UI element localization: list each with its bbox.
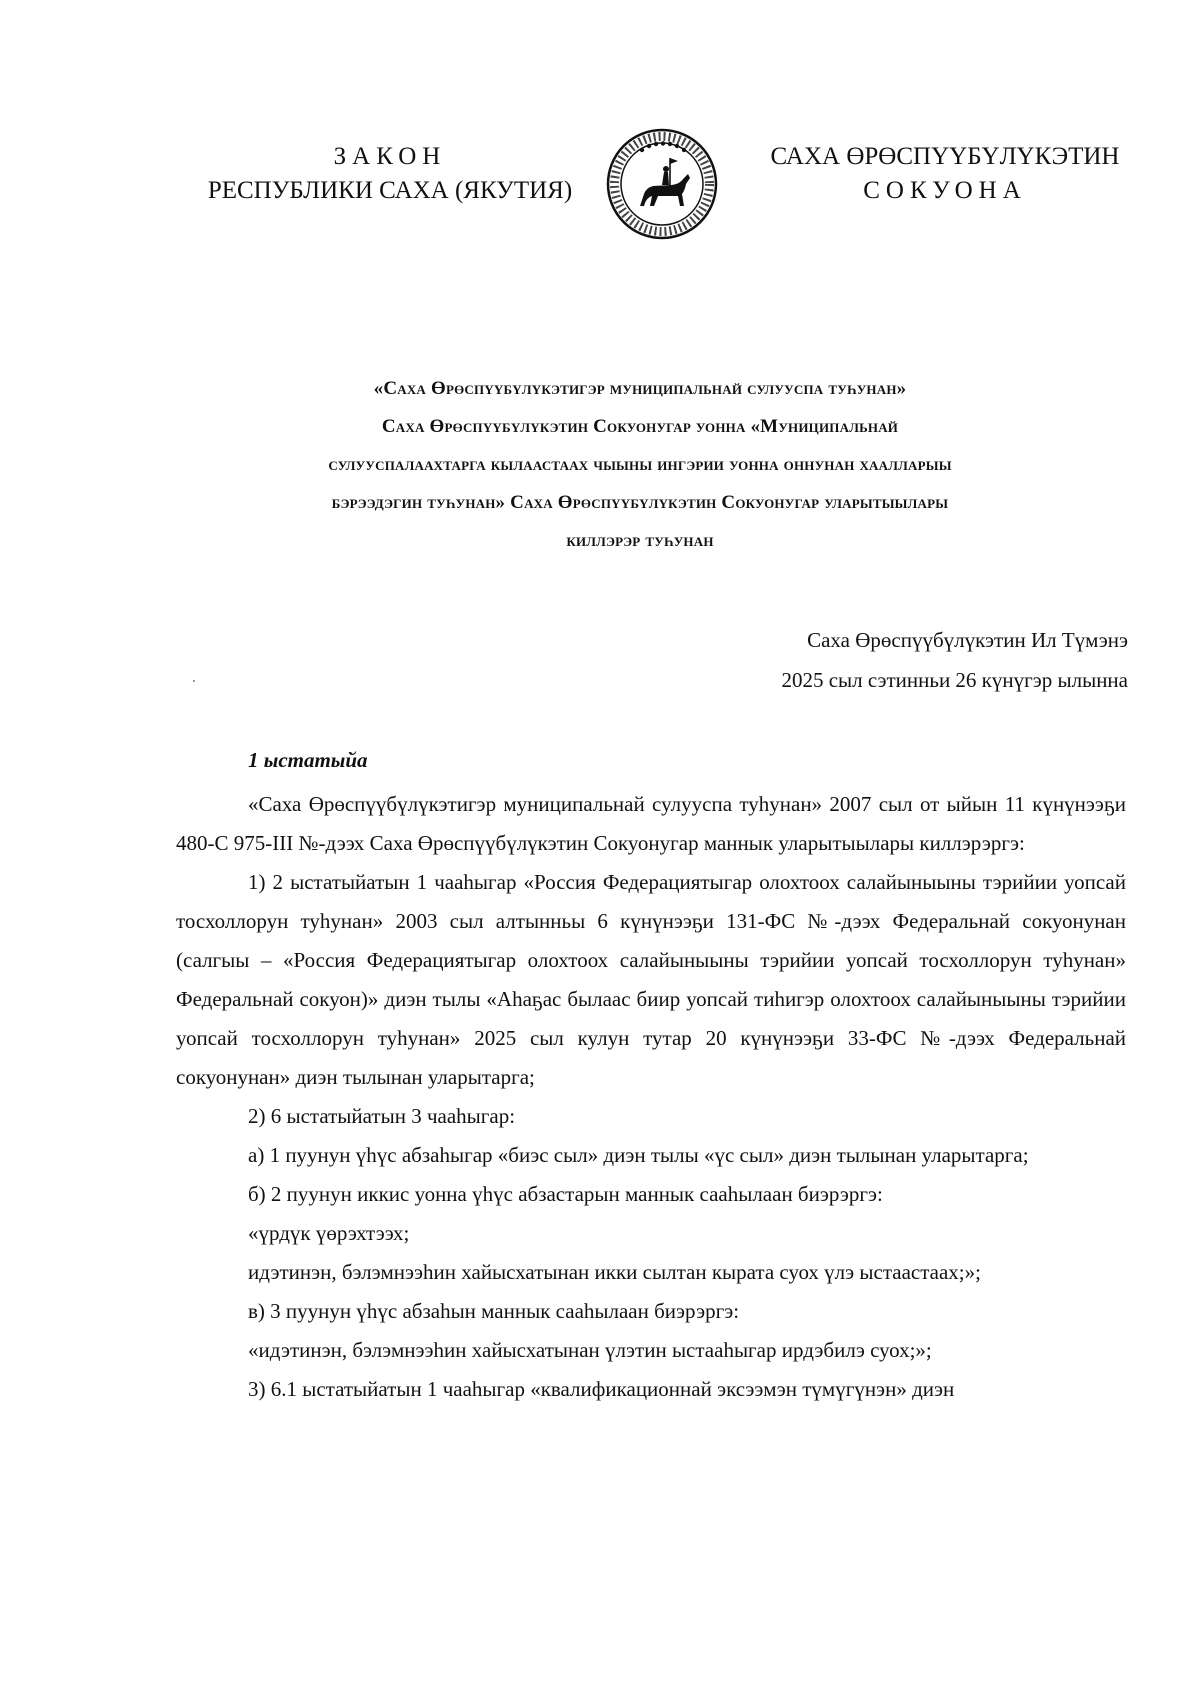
article-heading: 1 ыстатыйа <box>248 748 368 772</box>
paragraph: «үрдүк үөрэхтээх; <box>248 1221 410 1245</box>
republic-emblem-icon <box>606 128 718 240</box>
document-title <box>160 370 1120 560</box>
paragraph: а) 1 пуунун үһүс абзаһыгар «биэс сыл» диэн тылы «үс сыл» диэн тылынан уларытарга; <box>248 1143 1029 1167</box>
republic-name-ru: РЕСПУБЛИКИ САХА (ЯКУТИЯ) <box>207 177 573 204</box>
paragraph: «идэтинэн, бэлэмнээһин хайысхатынан үлэтин ыстааһыгар ирдэбилэ суох;»; <box>248 1338 932 1362</box>
paragraph: 3) 6.1 ыстатыйатын 1 чааһыгар «квалификационнай эксээмэн түмүгүнэн» диэн <box>248 1377 955 1401</box>
scan-speck <box>193 680 195 682</box>
adoption-place: Саха Өрөспүүбүлүкэтин Ил Түмэнэ <box>807 628 1128 652</box>
law-label-ru: ЗАКОН <box>333 143 447 170</box>
paragraph: «Саха Өрөспүүбүлүкэтигэр муниципальнай сулууспа туһунан» 2007 сыл от ыйын 11 күнүнээҕи 480-С 975-III №-дээх Саха Өрөспүүбүлүкэтин Сокуонугар маннык уларытыылары киллэрэргэ: <box>176 792 1126 855</box>
article-body <box>176 785 1126 1409</box>
adoption-block <box>781 620 1128 700</box>
paragraph: б) 2 пуунун иккис уонна үһүс абзастарын маннык сааһылаан биэрэргэ: <box>248 1182 883 1206</box>
title-line: бэрээдэгин туһунан» Саха Өрөспүүбүлүкэтин Сокуонугар уларытыылары <box>331 492 949 513</box>
paragraph: 1) 2 ыстатыйатын 1 чааһыгар «Россия Федерациятыгар олохтоох салайыныыны тэрийии уопсай тосхоллорун туһунан» 2003 сыл алтынньы 6 күнүнээҕи 131-ФС №-дээх Федеральнай сокуонунан (салгыы – «Россия Федерациятыгар олохтоох салайыныыны тэрийии уопсай тосхоллорун туһунан» Федеральнай сокуон)» диэн тылы «Аһаҕас былаас биир уопсай тиһигэр олохтоох салайыныыны тэрийии уопсай тосхоллорун туһунан» 2025 сыл кулун тутар 20 күнүнээҕи 33-ФС №-дээх Федеральнай сокуонунан» диэн тылынан уларытарга; <box>176 870 1126 1089</box>
paragraph: идэтинэн, бэлэмнээһин хайысхатынан икки сылтан кырата суох үлэ ыстаастаах;»; <box>248 1260 981 1284</box>
title-line: киллэрэр туһунан <box>566 530 714 551</box>
title-line: «Саха Өрөспүүбүлүкэтигэр муниципальнай сулууспа туһунан» <box>373 378 907 399</box>
title-line: сулууспалаахтарга кылаастаах чыыны ингэрии уонна оннунан хаалларыы <box>328 454 952 475</box>
adoption-date: 2025 сыл сэтинньи 26 күнүгэр ылынна <box>781 668 1128 692</box>
title-line: Саха Өрөспүүбүлүкэтин Сокуонугар уонна «Муниципальнай <box>381 416 899 437</box>
paragraph: в) 3 пуунун үһүс абзаһын маннык сааһылаан биэрэргэ: <box>248 1299 740 1323</box>
law-label-sah: СОКУОНА <box>863 177 1027 204</box>
paragraph: 2) 6 ыстатыйатын 3 чааһыгар: <box>248 1104 516 1128</box>
republic-name-sah: САХА ӨРӨСПҮҮБҮЛҮКЭТИН <box>770 143 1120 170</box>
header-right <box>760 140 1130 208</box>
header-left <box>200 140 580 208</box>
